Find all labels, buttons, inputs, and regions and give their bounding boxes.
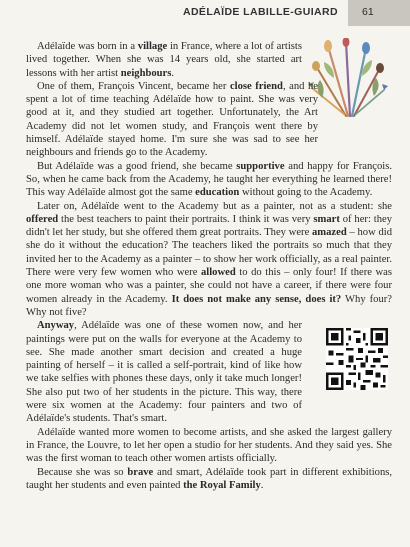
paragraph — [26, 40, 302, 80]
text-run: . — [260, 479, 264, 491]
text-run: Why four? Why not five? — [26, 293, 392, 318]
text-run: One of them, François Vincent, became her — [37, 80, 230, 92]
page-number-box — [348, 0, 410, 26]
paragraph — [26, 426, 392, 466]
text-run: , Adélaïde was one of these women now, and her paintings were put on the walls for everyone at the Academy to see. She made another smart decision and created a huge painting of herself – it is called a self-portrait, kind of like how we take selfies with phones these days, only it take much longer! She also put two of her students in the picture. This way, there were six women at the Academy: four painters and two of Adélaïde's students. That's smart. — [26, 320, 302, 425]
bold-term: amazed — [312, 227, 347, 239]
text-run: without going to the Academy. — [239, 187, 373, 199]
text-run: and happy for François. So, when he came back from the Academy, he taught her everything he learned there! This way Adélaïde almost got the same — [26, 160, 393, 199]
article-body — [26, 40, 392, 492]
bold-term: close friend — [229, 80, 283, 92]
text-run: Later on, Adélaïde went to the Academy but as a painter, not as a student: she — [37, 200, 392, 212]
text-run: Because she was so — [37, 466, 128, 478]
bold-term: neighbours — [120, 67, 172, 79]
text-run: Adélaïde wanted more women to become artists, and she asked the largest gallery in France, the Louvre, to let her open a studio for her students. And they said yes. She was the first woman to teach other women artists officially. — [26, 426, 392, 465]
paragraph — [26, 200, 392, 320]
paragraph — [26, 319, 302, 425]
text-run: the best teachers to paint their portraits. I think it was very — [58, 213, 314, 225]
bold-term: Anyway — [37, 320, 75, 332]
text-run: – how did she do it without the education? The teachers liked the portraits so much that they invited her to the Academy as a painter – to show her work officially, as a real painter. There were very few women who were — [26, 227, 392, 279]
paragraph — [26, 160, 392, 200]
text-run: , and he spent a lot of time teaching Adélaïde how to paint. She was very good at it, and they studied art together. Unfortunately, the Art Academy did not let women study, and François went there by himself. Adélaïde stayed home. I'm sure she was sad to see her neighbours and friends go to the Academy. — [26, 80, 318, 159]
chapter-title: ADÉLAÏDE LABILLE-GUIARD — [182, 6, 338, 18]
bold-term: village — [137, 41, 168, 52]
text-run: of her: they didn't let her study, but she offered them great portraits. They were — [26, 213, 392, 239]
bold-term: supportive — [236, 160, 285, 172]
paragraph — [26, 80, 318, 160]
page-header — [0, 0, 410, 26]
text-run: . — [171, 67, 175, 79]
text-run: Adélaïde was born in a — [37, 41, 138, 52]
bold-term: brave — [127, 466, 154, 478]
bold-term: the Royal Family — [183, 479, 261, 491]
text-run: and smart, Adélaïde took part in different exhibitions, taught her students and even painted — [26, 466, 393, 491]
paragraph — [26, 466, 392, 493]
bold-term: smart — [313, 213, 340, 225]
text-run: to do this – only four! If there was one more woman who was a painter, she could not have a career, if there were four women already in the Academy. — [26, 267, 392, 305]
bold-term: offered — [26, 213, 59, 225]
text-run: But Adélaïde was a good friend, she became — [37, 160, 237, 172]
bold-term: education — [195, 187, 240, 199]
text-run: in France, where a lot of artists lived together. When she was 14 years old, she started art lessons with her artist — [26, 41, 302, 79]
page-number: 61 — [362, 6, 374, 18]
bold-term: allowed — [200, 267, 236, 279]
bold-term: It does not make any sense, does it? — [171, 293, 342, 305]
